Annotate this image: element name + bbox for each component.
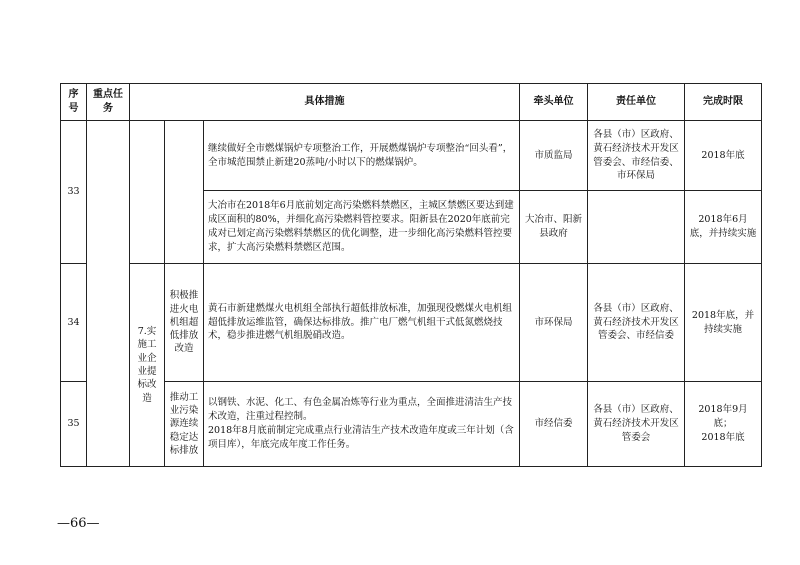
- table-row: [61, 382, 762, 467]
- header-key-task: 重点任务: [87, 84, 130, 121]
- table-header-row: [61, 84, 762, 121]
- row-34-subtask: 积极推进火电机组超低排放改造: [165, 264, 204, 382]
- row-35-deadline: 2018年9月底； 2018年底: [685, 382, 762, 467]
- row-33-seq: 33: [61, 121, 87, 264]
- row-33-responsible-1: 各县（市）区政府、黄石经济技术开发区管委会、市经信委、市环保局: [588, 121, 685, 191]
- table-row: [61, 264, 762, 382]
- row-33-deadline-2: 2018年6月底，并持续实施: [685, 191, 762, 264]
- row-33-measure-1: 继续做好全市燃煤锅炉专项整治工作，开展燃煤锅炉专项整治“回头看”，全市城范围禁止新建20蒸吨/小时以下的燃煤锅炉。: [204, 121, 520, 191]
- row-35-seq: 35: [61, 382, 87, 467]
- row-33-responsible-2: [588, 191, 685, 264]
- header-seq: 序号: [61, 84, 87, 121]
- row-34-measure: 黄石市新建燃煤火电机组全部执行超低排放标准，加强现役燃煤火电机组超低排放运维监管，确保达标排放。推广电厂燃气机组干式低氮燃烧技术，稳步推进燃气机组脱硝改造。: [204, 264, 520, 382]
- row-33-measure-2: 大冶市在2018年6月底前划定高污染燃料禁燃区，主城区禁燃区要达到建成区面积的80%，并细化高污染燃料管控要求。阳新县在2020年底前完成对已划定高污染燃料禁燃区的优化调整，进一步细化高污染燃料管控要求，扩大高污染燃料禁燃区范围。: [204, 191, 520, 264]
- header-responsible-unit: 责任单位: [588, 84, 685, 121]
- row-33-lead-2: 大冶市、阳新县政府: [520, 191, 588, 264]
- row-34-seq: 34: [61, 264, 87, 382]
- row-34-responsible: 各县（市）区政府、黄石经济技术开发区管委会、市经信委: [588, 264, 685, 382]
- row-35-responsible: 各县（市）区政府、黄石经济技术开发区管委会: [588, 382, 685, 467]
- row-34-deadline: 2018年底，并持续实施: [685, 264, 762, 382]
- group-task-label: 7.实施工业企业提标改造: [130, 264, 165, 467]
- row-35-lead: 市经信委: [520, 382, 588, 467]
- row-35-subtask: 推动工业污染源连续稳定达标排放: [165, 382, 204, 467]
- key-task-cell: [87, 121, 130, 467]
- table-row: [61, 121, 762, 191]
- header-deadline: 完成时限: [685, 84, 762, 121]
- measures-table: [60, 83, 762, 467]
- row-34-lead: 市环保局: [520, 264, 588, 382]
- header-measures: 具体措施: [130, 84, 520, 121]
- row-33-subtask: [165, 121, 204, 264]
- header-lead-unit: 牵头单位: [520, 84, 588, 121]
- row-33-lead-1: 市质监局: [520, 121, 588, 191]
- row-33-group-cell: [130, 121, 165, 264]
- row-33-deadline-1: 2018年底: [685, 121, 762, 191]
- page-number: —66—: [57, 516, 100, 531]
- row-35-measure: 以钢铁、水泥、化工、有色金属冶炼等行业为重点，全面推进清洁生产技术改造，注重过程控制。 2018年8月底前制定完成重点行业清洁生产技术改造年度或三年计划（含项目库），年底完成年度工作任务。: [204, 382, 520, 467]
